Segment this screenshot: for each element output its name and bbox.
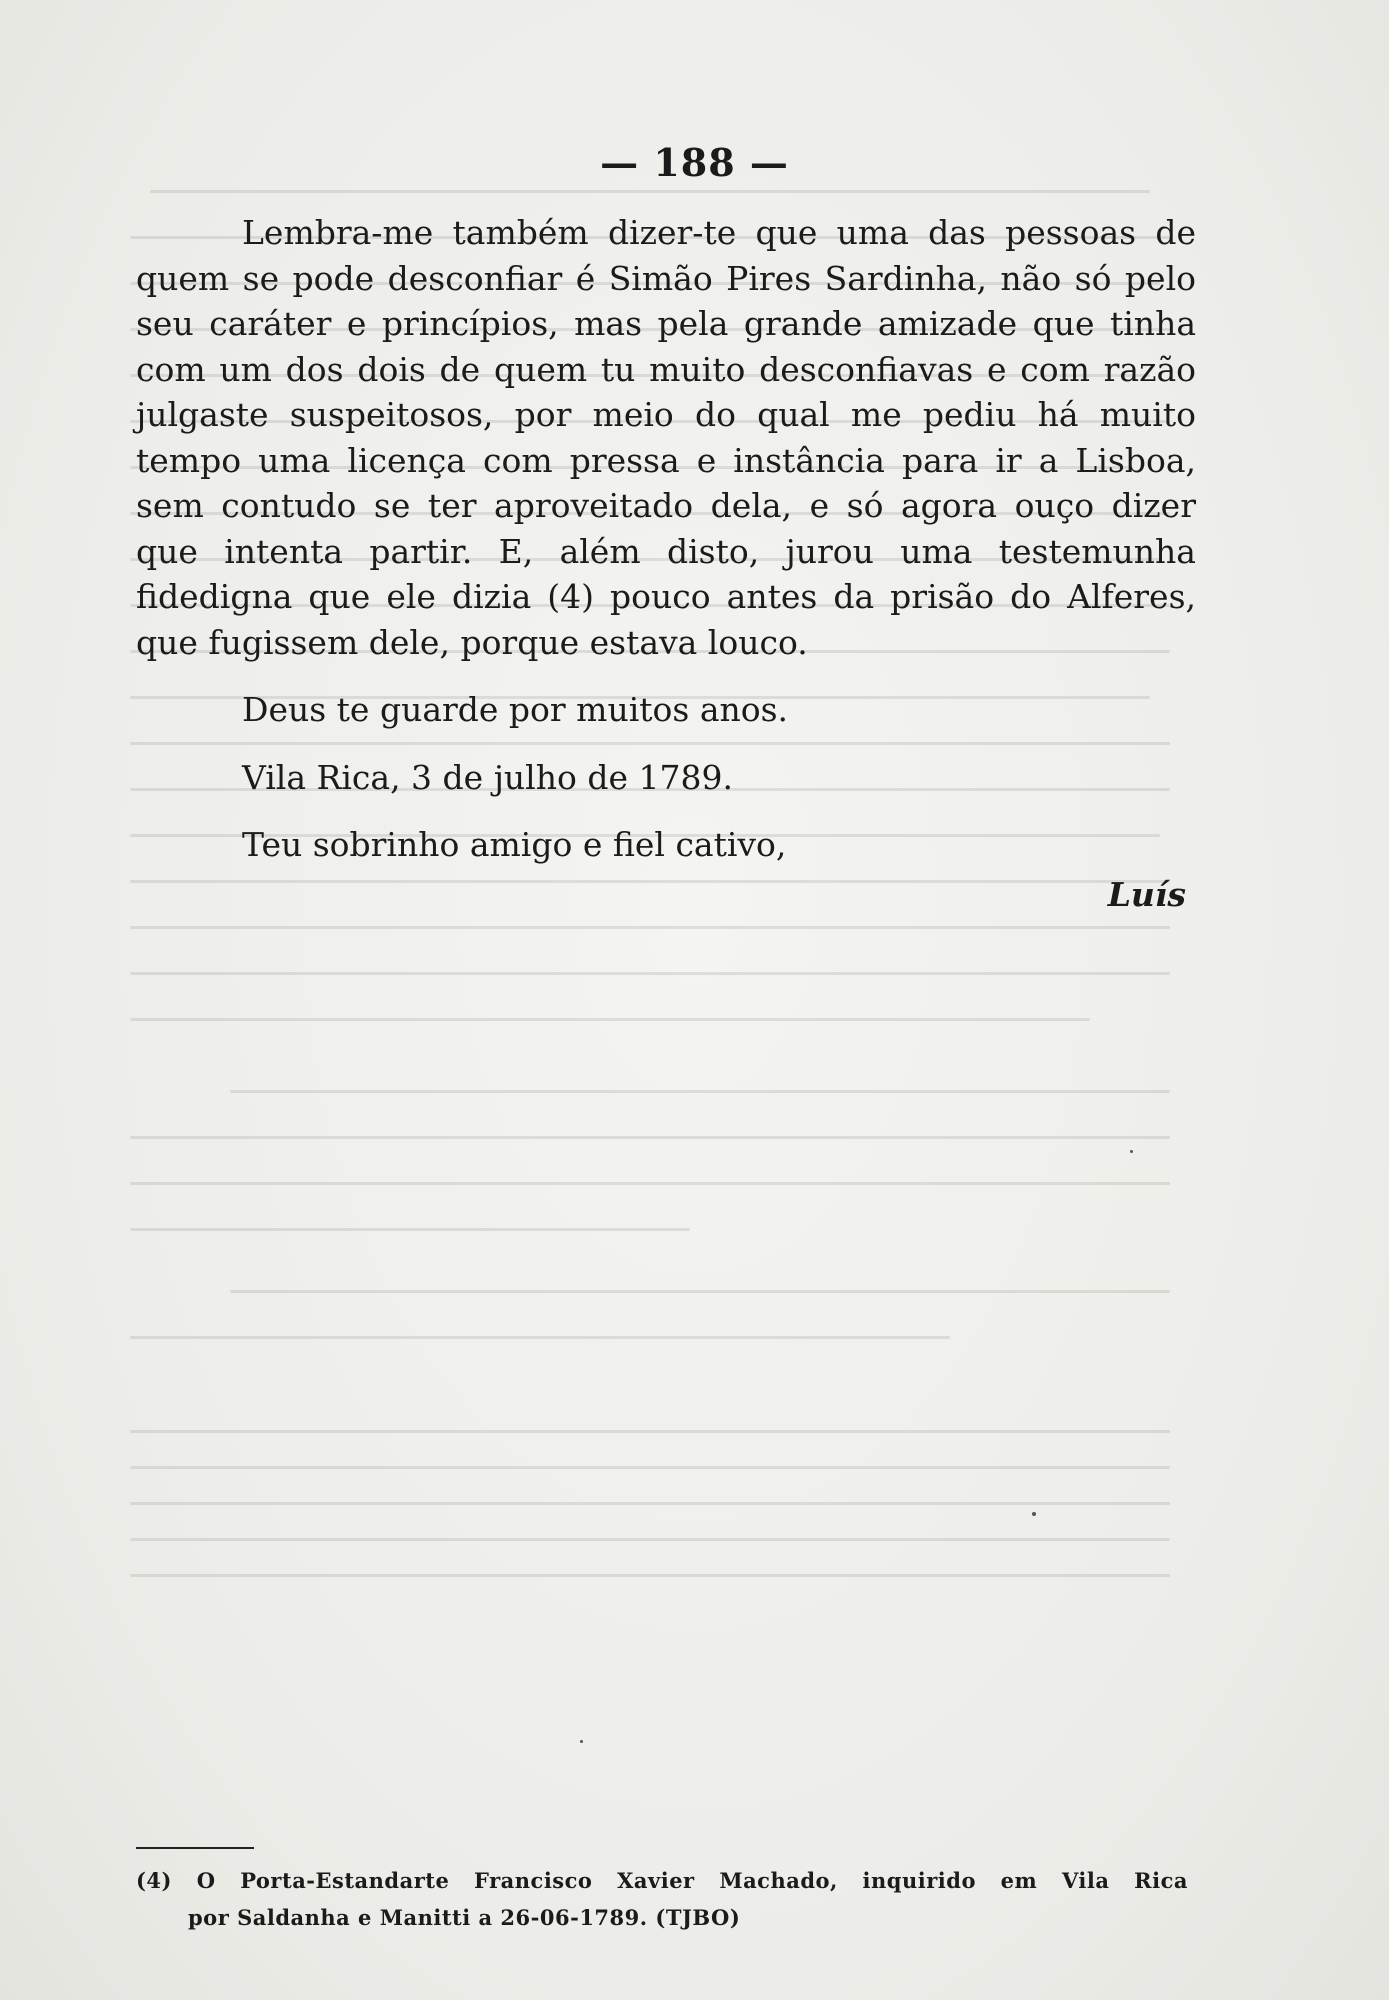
letter-body	[136, 210, 1196, 917]
place-and-date: Vila Rica, 3 de julho de 1789.	[242, 757, 733, 797]
page-number: — 188 —	[600, 140, 789, 185]
footnote	[136, 1862, 1188, 1936]
signature: Luís	[1107, 874, 1186, 914]
scan-speck	[1130, 1150, 1133, 1153]
scan-speck	[1032, 1512, 1036, 1516]
footnote-line-2: por Saldanha e Manitti a 26-06-1789. (TJBO)	[188, 1905, 741, 1930]
closing-blessing: Deus te guarde por muitos anos.	[242, 690, 789, 729]
footnote-line-1: (4) O Porta-Estandarte Francisco Xavier Machado, inquirido em Vila Rica	[136, 1868, 1188, 1893]
salutation: Teu sobrinho amigo e fiel cativo,	[242, 825, 787, 864]
footnote-divider	[136, 1847, 254, 1849]
scan-speck	[580, 1740, 583, 1743]
main-paragraph: Lembra-me também dizer-te que uma das pessoas de quem se pode desconfiar é Simão Pires Sardinha, não só pelo seu caráter e princípios, mas pela grande amizade que tinha com um dos dois de quem tu muito desconfiavas e com razão julgaste suspeitosos, por meio do qual me pediu há muito tempo uma licença com pressa e instância para ir a Lisboa, sem contudo se ter aproveitado dela, e só agora ouço dizer que intenta partir. E, além disto, jurou uma testemunha fidedigna que ele dizia (4) pouco antes da prisão do Alferes, que fugissem dele, porque estava louco.	[136, 213, 1196, 662]
